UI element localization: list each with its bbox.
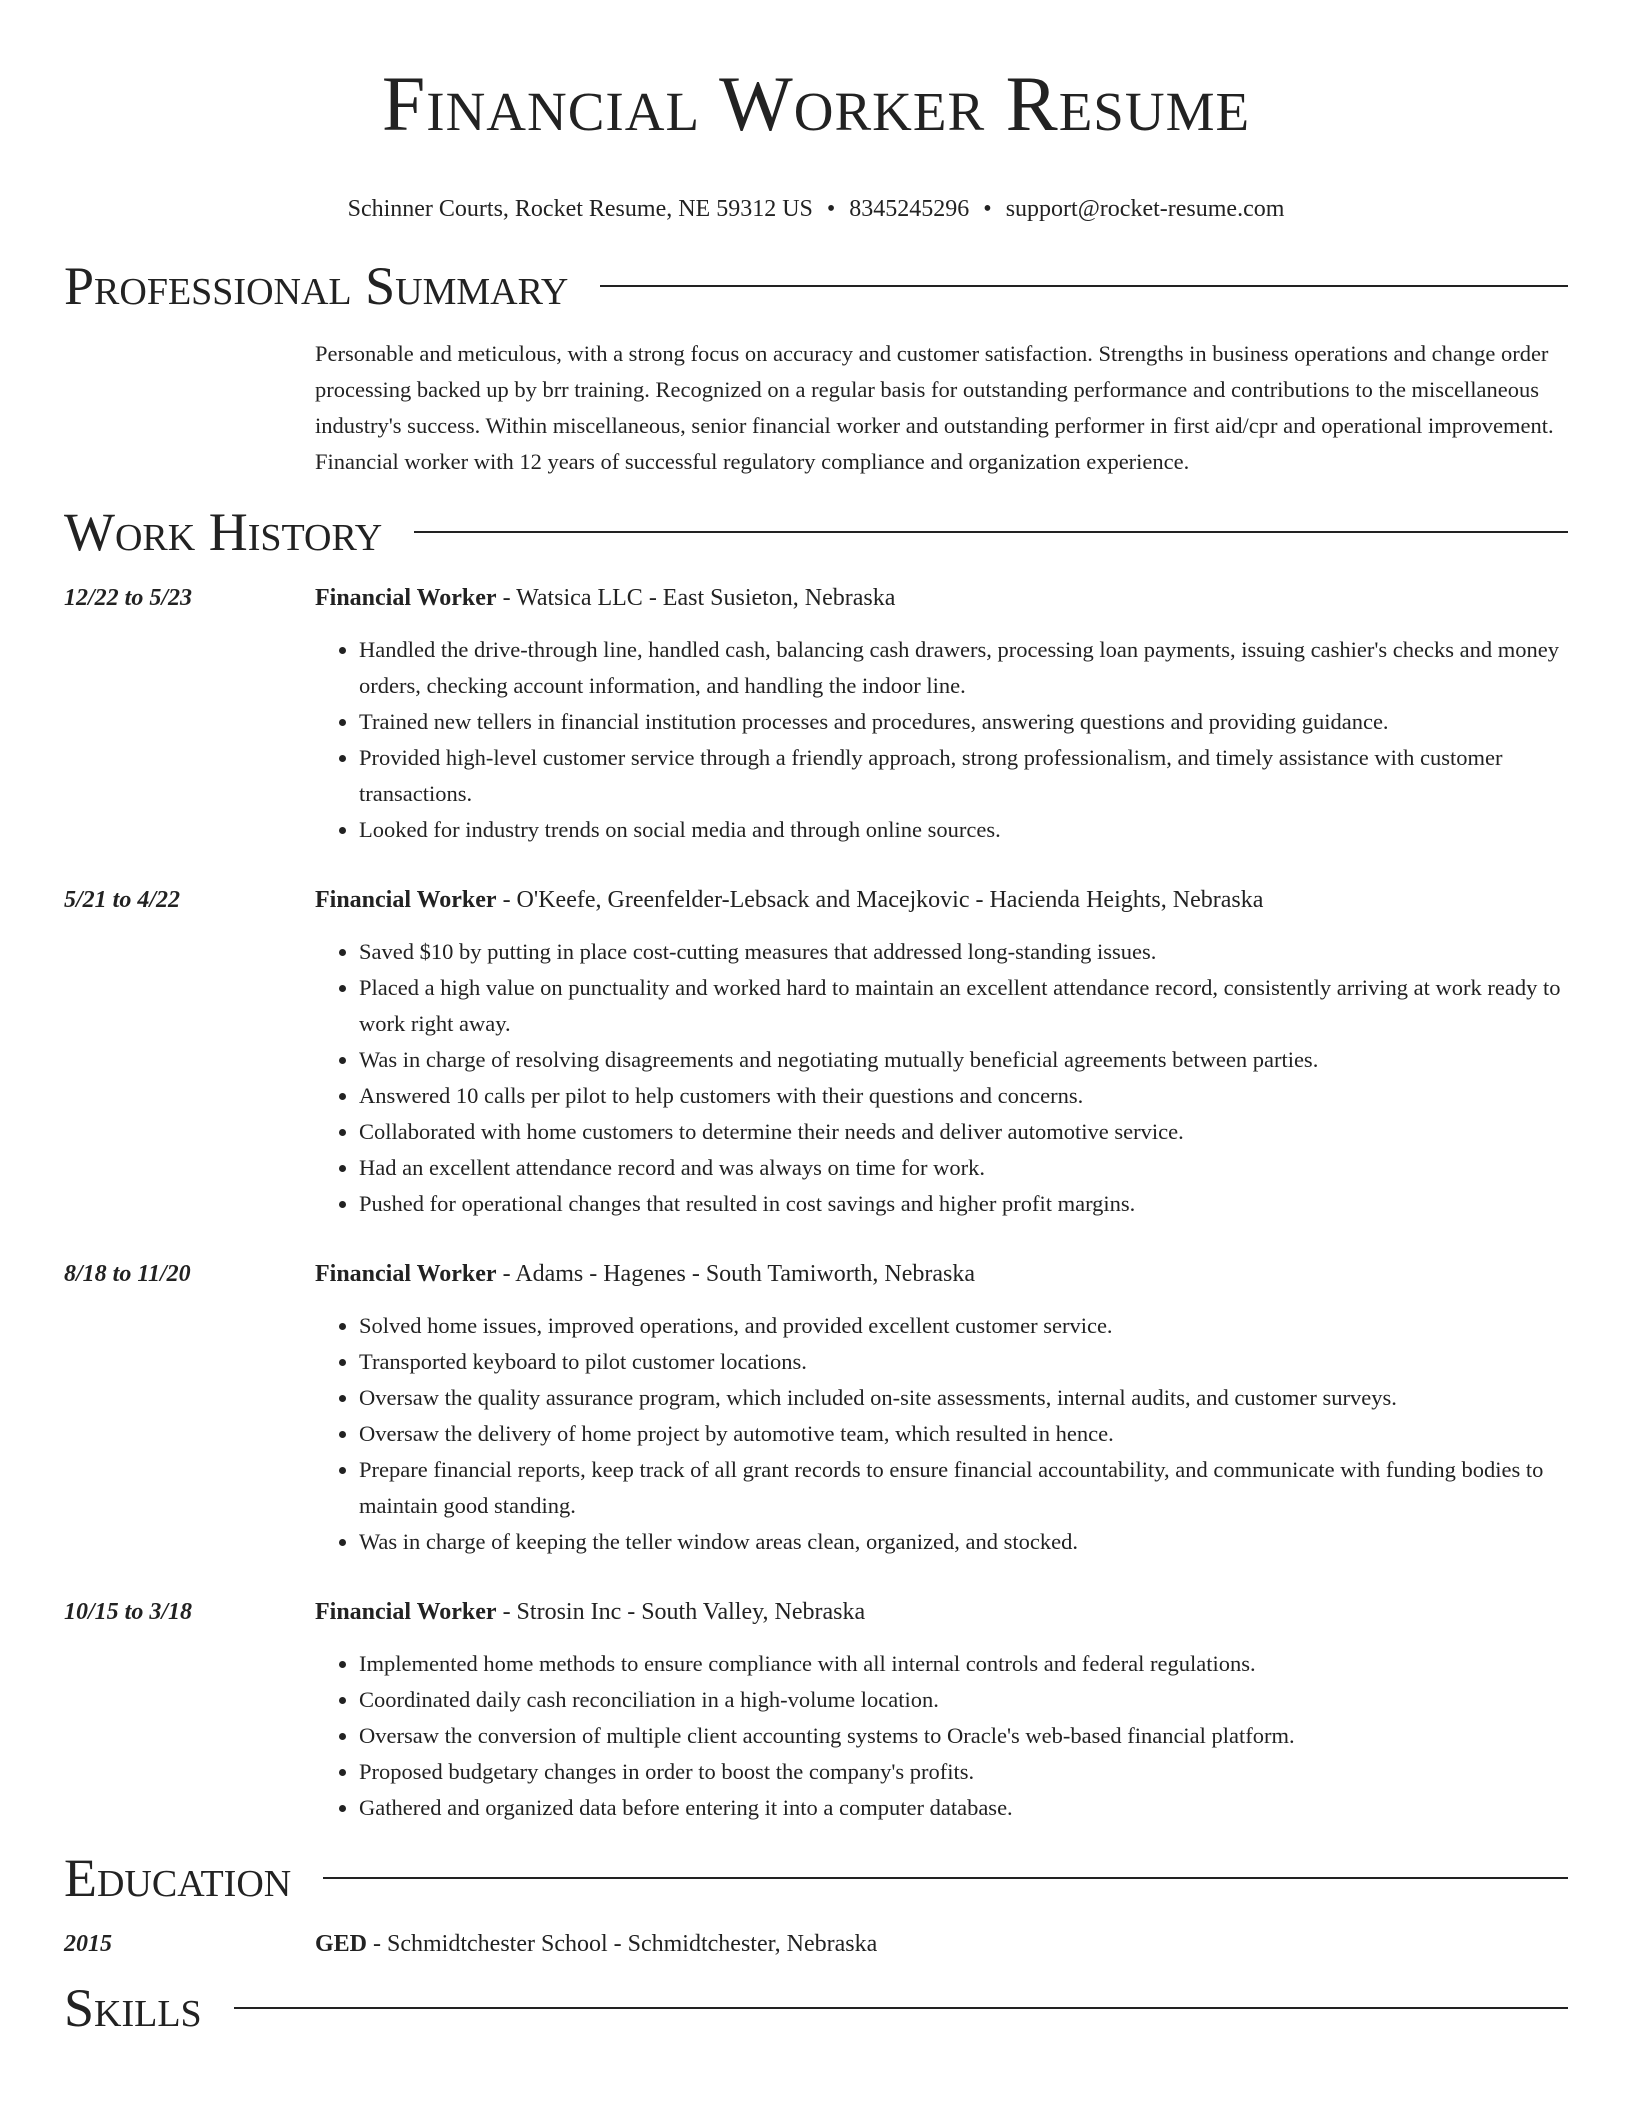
list-item: • Looked for industry trends on social media and through online sources. [359, 812, 1568, 848]
list-item: • Was in charge of keeping the teller window areas clean, organized, and stocked. [359, 1524, 1568, 1560]
skills-section-header [64, 1978, 1568, 2038]
job-header [315, 1594, 1568, 1630]
contact-phone: 8345245296 [849, 196, 970, 222]
education-header [315, 1926, 1568, 1962]
list-item: • Pushed for operational changes that resulted in cost savings and higher profit margins. [359, 1186, 1568, 1222]
job-bullets [315, 632, 1568, 848]
list-item: • Oversaw the conversion of multiple client accounting systems to Oracle's web-based financial platform. [359, 1718, 1568, 1754]
job-details: - Adams - Hagenes - South Tamiworth, Nebraska [496, 1261, 976, 1287]
list-item: • Oversaw the quality assurance program, which included on-site assessments, internal audits, and customer surveys. [359, 1380, 1568, 1416]
education-degree: GED [315, 1931, 368, 1957]
job-bullets [315, 1646, 1568, 1826]
contact-separator: • [826, 196, 836, 222]
education-entry [64, 1926, 1568, 1962]
contact-address: Schinner Courts, Rocket Resume, NE 59312 US [347, 196, 813, 222]
job-entry [64, 1256, 1568, 1560]
job-entry [64, 1594, 1568, 1826]
list-item: • Answered 10 calls per pilot to help customers with their questions and concerns. [359, 1078, 1568, 1114]
job-entry [64, 580, 1568, 848]
job-title: Financial Worker [315, 1261, 497, 1287]
job-dates: 12/22 to 5/23 [64, 585, 193, 611]
list-item: • Collaborated with home customers to determine their needs and deliver automotive service. [359, 1114, 1568, 1150]
skills-section-title: Skills [64, 1978, 202, 2038]
list-item: • Coordinated daily cash reconciliation in a high-volume location. [359, 1682, 1568, 1718]
list-item: • Placed a high value on punctuality and worked hard to maintain an excellent attendance record, consistently arriving at work ready to work right away. [359, 970, 1568, 1042]
summary-text: Personable and meticulous, with a strong focus on accuracy and customer satisfaction. Strengths in business operations and change order processing backed up by brr training. Recognized on a regular basis for outstanding performance and contributions to the miscellaneous industry's success. Within miscellaneous, senior financial worker and outstanding performer in first aid/cpr and operational improvement. Financial worker with 12 years of successful regulatory compliance and organization experience. [315, 341, 1554, 474]
education-details: - Schmidtchester School - Schmidtchester, Nebraska [367, 1931, 878, 1957]
job-bullets [315, 1308, 1568, 1560]
resume-title: Financial Worker Resume [381, 60, 1251, 147]
job-details: - O'Keefe, Greenfelder-Lebsack and Macejkovic - Hacienda Heights, Nebraska [496, 887, 1264, 913]
job-details: - Strosin Inc - South Valley, Nebraska [496, 1599, 866, 1625]
list-item: • Gathered and organized data before entering it into a computer database. [359, 1790, 1568, 1826]
education-year: 2015 [64, 1931, 112, 1957]
list-item: • Had an excellent attendance record and was always on time for work. [359, 1150, 1568, 1186]
list-item: • Transported keyboard to pilot customer locations. [359, 1344, 1568, 1380]
work-section-header [64, 502, 1568, 562]
job-details: - Watsica LLC - East Susieton, Nebraska [496, 585, 896, 611]
list-item: • Oversaw the delivery of home project by automotive team, which resulted in hence. [359, 1416, 1568, 1452]
list-item: • Provided high-level customer service through a friendly approach, strong professionalism, and timely assistance with customer transactions. [359, 740, 1568, 812]
job-title: Financial Worker [315, 1599, 497, 1625]
list-item: • Saved $10 by putting in place cost-cutting measures that addressed long-standing issues. [359, 934, 1568, 970]
contact-email: support@rocket-resume.com [1005, 196, 1285, 222]
list-item: • Solved home issues, improved operations, and provided excellent customer service. [359, 1308, 1568, 1344]
job-title: Financial Worker [315, 585, 497, 611]
list-item: • Trained new tellers in financial institution processes and procedures, answering questions and providing guidance. [359, 704, 1568, 740]
list-item: • Was in charge of resolving disagreements and negotiating mutually beneficial agreements between parties. [359, 1042, 1568, 1078]
list-item: • Proposed budgetary changes in order to boost the company's profits. [359, 1754, 1568, 1790]
education-section-header [64, 1848, 1568, 1908]
contact-line [64, 194, 1568, 224]
education-section-title: Education [64, 1848, 292, 1908]
list-item: • Implemented home methods to ensure compliance with all internal controls and federal regulations. [359, 1646, 1568, 1682]
list-item: • Handled the drive-through line, handled cash, balancing cash drawers, processing loan payments, issuing cashier's checks and money orders, checking account information, and handling the indoor line. [359, 632, 1568, 704]
job-header [315, 580, 1568, 616]
job-dates: 10/15 to 3/18 [64, 1599, 193, 1625]
summary-section-header [64, 256, 1568, 316]
section-divider [600, 285, 1568, 287]
job-title: Financial Worker [315, 887, 497, 913]
job-header [315, 1256, 1568, 1292]
job-dates: 8/18 to 11/20 [64, 1261, 191, 1287]
job-header [315, 882, 1568, 918]
work-section-title: Work History [64, 502, 383, 562]
resume-page [64, 0, 1568, 2038]
section-divider [414, 531, 1568, 533]
job-entry [64, 882, 1568, 1222]
contact-separator: • [983, 196, 992, 222]
job-dates: 5/21 to 4/22 [64, 887, 181, 913]
summary-section-title: Professional Summary [64, 256, 569, 316]
job-bullets [315, 934, 1568, 1222]
section-divider [234, 2007, 1568, 2009]
section-divider [323, 1877, 1568, 1879]
list-item: • Prepare financial reports, keep track of all grant records to ensure financial accountability, and communicate with funding bodies to maintain good standing. [359, 1452, 1568, 1524]
